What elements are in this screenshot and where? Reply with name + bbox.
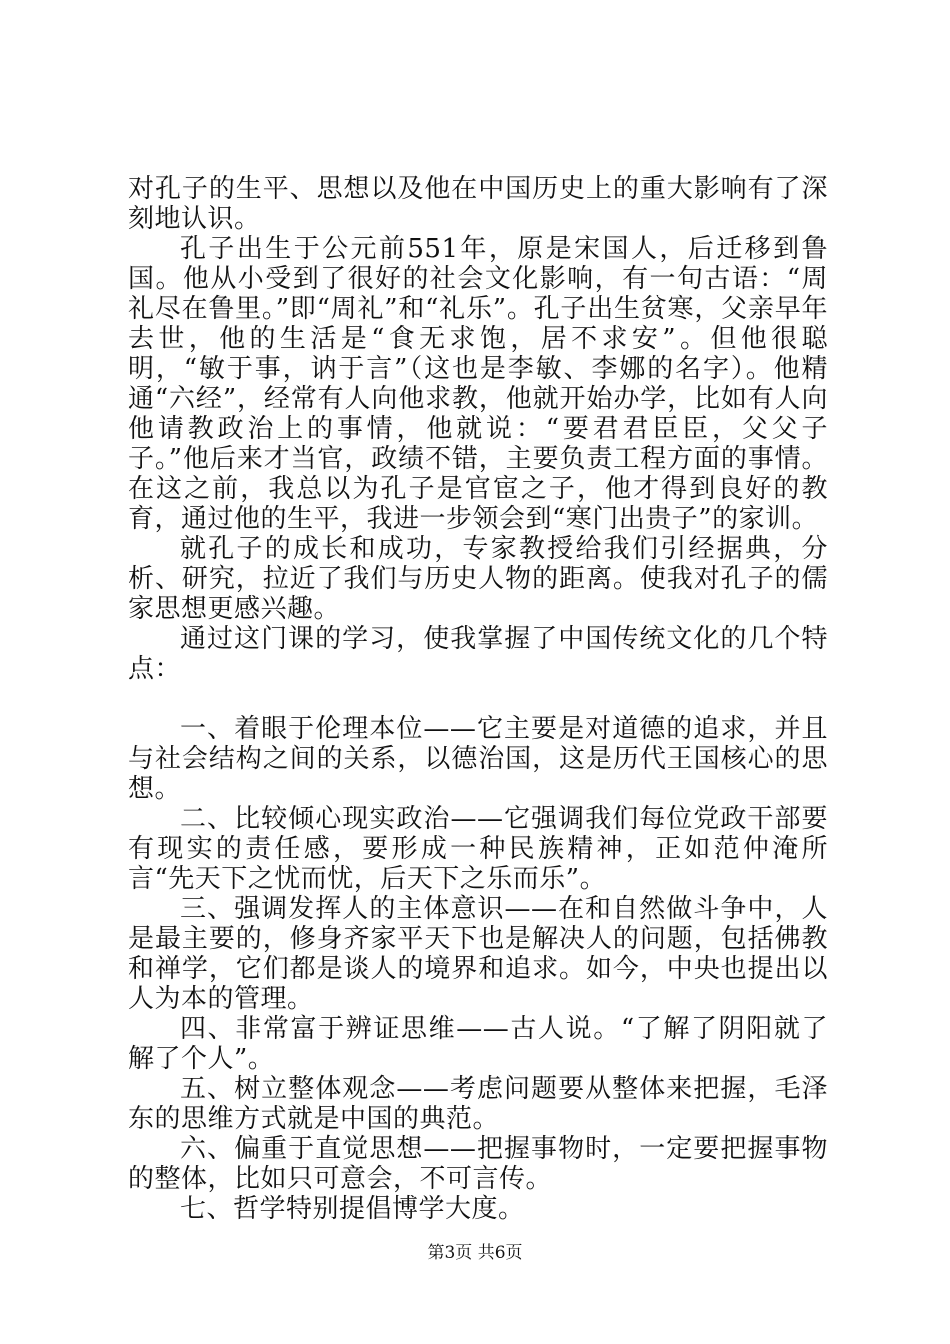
list-item-feature-6: 六、偏重于直觉思想——把握事物时，一定要把握事物的整体，比如只可意会，不可言传。 [128, 1134, 828, 1194]
paragraph-confucius-life: 孔子出生于公元前551年，原是宋国人，后迁移到鲁国。他从小受到了很好的社会文化影响，有一句古语：“周礼尽在鲁里。”即“周礼”和“礼乐”。孔子出生贫寒，父亲早年去世，他的生活是“食无求饱，居不求安”。但他很聪明，“敏于事，讷于言”（这也是李敏、李娜的名字）。他精通“六经”，经常有人向他求教，他就开始办学，比如有人向他请教政治上的事情，他就说：“要君君臣臣，父父子子。”他后来才当官，政绩不错，主要负责工程方面的事情。在这之前，我总以为孔子是官宦之子，他才得到良好的教育，通过他的生平，我进一步领会到“寒门出贵子”的家训。 [128, 234, 828, 534]
list-item-feature-2: 二、比较倾心现实政治——它强调我们每位党政干部要有现实的责任感，要形成一种民族精神，正如范仲淹所言“先天下之忧而忧，后天下之乐而乐”。 [128, 804, 828, 894]
page-number-footer: 第3页 共6页 [427, 1243, 523, 1263]
list-item-feature-4: 四、非常富于辨证思维——古人说。“了解了阴阳就了解了个人”。 [128, 1014, 828, 1074]
list-item-feature-1: 一、着眼于伦理本位——它主要是对道德的追求，并且与社会结构之间的关系，以德治国，这是历代王国核心的思想。 [128, 714, 828, 804]
document-body [128, 174, 828, 1224]
paragraph-features-intro: 通过这门课的学习，使我掌握了中国传统文化的几个特点： [128, 624, 828, 684]
paragraph-growth-success: 就孔子的成长和成功，专家教授给我们引经据典，分析、研究，拉近了我们与历史人物的距离。使我对孔子的儒家思想更感兴趣。 [128, 534, 828, 624]
paragraph-continuation: 对孔子的生平、思想以及他在中国历史上的重大影响有了深刻地认识。 [128, 174, 828, 234]
list-item-feature-5: 五、树立整体观念——考虑问题要从整体来把握，毛泽东的思维方式就是中国的典范。 [128, 1074, 828, 1134]
list-item-feature-3: 三、强调发挥人的主体意识——在和自然做斗争中，人是最主要的，修身齐家平天下也是解决人的问题，包括佛教和禅学，它们都是谈人的境界和追求。如今，中央也提出以人为本的管理。 [128, 894, 828, 1014]
list-item-feature-7: 七、哲学特别提倡博学大度。 [180, 1194, 525, 1224]
